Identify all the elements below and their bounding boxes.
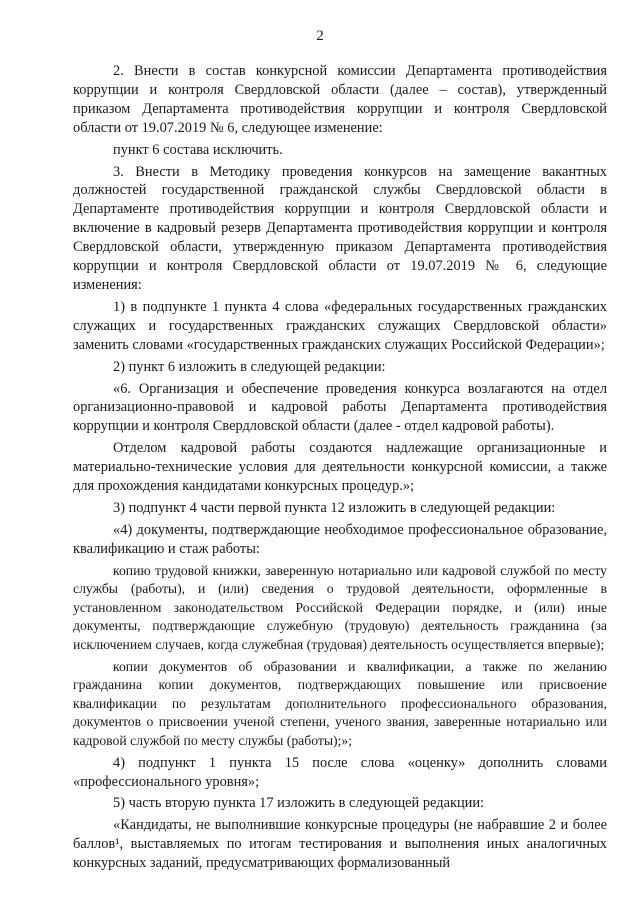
paragraph-change-3: 3) подпункт 4 части первой пункта 12 изложить в следующей редакции: xyxy=(113,499,556,516)
page-number: 2 xyxy=(316,28,324,44)
paragraph-hr-department: Отделом кадровой работы создаются надлежащие организационные и материально-технические условия для деятельности конкурсной комиссии, а также для прохождения кандидатами конкурсных процедур.»; xyxy=(73,440,607,495)
paragraph-education-docs: копии документов об образовании и квалификации, а также по желанию гражданина копии документов, подтверждающих повышение или присвоение квалификации по результатам дополнительного профессионального образования, документов о присвоении ученой степени, ученого звания, заверенные нотариально или кадровой службой по месту службы (работы);»; xyxy=(73,658,607,748)
paragraph-item-3: 3. Внести в Методику проведения конкурсов на замещение вакантных должностей государственной гражданской службы Свердловской области в Департаменте противодействия коррупции и контроля Свердловской области и включение в кадровый резерв Департамента противодействия коррупции и контроля Свердловской области, утвержденную приказом Департамента противодействия коррупции и контроля Свердловской области от 19.07.2019 № 6, следующие изменения: xyxy=(73,163,607,293)
document-body xyxy=(73,62,607,876)
paragraph-change-2: 2) пункт 6 изложить в следующей редакции: xyxy=(113,358,386,375)
paragraph-change-4: 4) подпункт 1 пункта 15 после слова «оценку» дополнить словами «профессионального уровня»; xyxy=(73,754,607,790)
paragraph-quote-candidates: «Кандидаты, не выполнившие конкурсные процедуры (не набравшие 2 и более баллов¹, выставляемых по итогам тестирования и выполнения иных аналогичных конкурсных заданий, предусматривающих формализованный xyxy=(73,817,607,872)
paragraph-change-5: 5) часть вторую пункта 17 изложить в следующей редакции: xyxy=(113,795,485,812)
paragraph-change-1: 1) в подпункте 1 пункта 4 слова «федеральных государственных гражданских служащих и государственных гражданских служащих Свердловской области» заменить словами «государственных гражданских служащих Российской Федерации»; xyxy=(73,298,607,353)
paragraph-quote-6: «6. Организация и обеспечение проведения конкурса возлагаются на отдел организационно-правовой и кадровой работы Департамента противодействия коррупции и контроля Свердловской области (далее - отдел кадровой работы). xyxy=(73,380,607,435)
paragraph-quote-4-documents: «4) документы, подтверждающие необходимое профессиональное образование, квалификацию и стаж работы: xyxy=(73,521,607,557)
paragraph-work-book: копию трудовой книжки, заверенную нотариально или кадровой службой по месту службы (работы), и (или) сведения о трудовой деятельности, оформленные в установленном законодательством Российской Федерации порядке, и (или) иные документы, подтверждающие служебную (трудовую) деятельность гражданина (за исключением случаев, когда служебная (трудовая) деятельность осуществляется впервые); xyxy=(73,562,607,653)
paragraph-item-2: 2. Внести в состав конкурсной комиссии Департамента противодействия коррупции и контроля Свердловской области (далее – состав), утвержденный приказом Департамента противодействия коррупции и контроля Свердловской области от 19.07.2019 № 6, следующее изменение: xyxy=(73,63,607,136)
paragraph-item-2-change: пункт 6 состава исключить. xyxy=(113,141,283,158)
